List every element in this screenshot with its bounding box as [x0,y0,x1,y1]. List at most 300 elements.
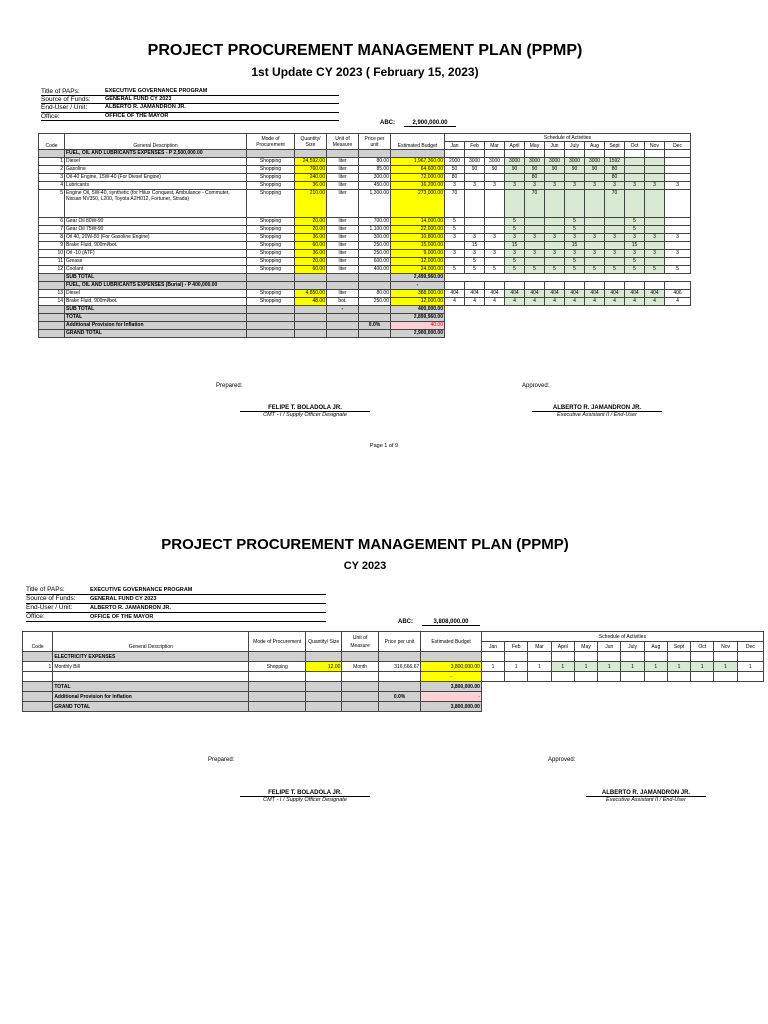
month-cell [585,218,605,226]
item-mode: Shopping [247,218,295,226]
month-cell: 90 [545,166,565,174]
info-value: GENERAL FUND CY 2023 [90,596,157,602]
item-mode: Shopping [247,250,295,258]
item-mode: Shopping [249,662,306,672]
month-cell: 3 [585,234,605,242]
item-unit: liter [327,218,359,226]
item-mode: Shopping [247,174,295,182]
total-row [39,322,691,330]
empty-cell [645,150,665,158]
month-cell: 3 [545,250,565,258]
item-code: 7 [39,226,65,234]
abc-label: ABC: [398,619,413,625]
month-cell: 3000 [485,158,505,166]
empty-cell [249,682,306,692]
month-cell: 3 [665,250,691,258]
month-cell [645,190,665,218]
empty-cell [342,672,378,682]
total-label: TOTAL [53,682,249,692]
month-cell [485,258,505,266]
month-header: July [621,642,644,652]
month-cell [645,174,665,182]
empty-cell [565,150,585,158]
ppmp-table [38,133,691,338]
total-row [23,692,764,702]
month-cell: 1592 [605,158,625,166]
month-cell: 4 [445,298,465,306]
empty-cell [247,282,295,290]
month-header: May [574,642,597,652]
month-header: Oct [625,142,645,150]
table-row [39,234,691,242]
item-mode: Shopping [247,258,295,266]
month-cell: 3 [525,234,545,242]
month-cell: 404 [605,290,625,298]
item-price: 600.00 [359,258,391,266]
item-code: 1 [23,662,53,672]
info-value: ALBERTO R. JAMANDRON JR. [90,605,171,611]
empty-cell [295,306,327,314]
month-cell [665,158,691,166]
info-value: EXECUTIVE GOVERNANCE PROGRAM [90,587,193,593]
month-header: Jun [545,142,565,150]
table-row [39,182,691,190]
info-row-funds [41,96,339,104]
item-description: Brake Fluid, 900ml/bot. [65,242,247,250]
month-cell: 5 [585,266,605,274]
item-description: Diesel [65,290,247,298]
total-row [39,274,691,282]
item-code: 13 [39,290,65,298]
empty-cell [306,692,342,702]
month-cell [665,190,691,218]
item-mode: Shopping [247,234,295,242]
item-unit: Month [342,662,378,672]
empty-cell [39,322,65,330]
col-schedule: Schedule of Activities [481,632,763,642]
item-quantity: 60.00 [295,242,327,250]
month-cell: 3 [625,234,645,242]
month-header: Sept [667,642,690,652]
month-cell: 3000 [525,158,545,166]
item-quantity: 12.00 [306,662,342,672]
month-cell: 404 [585,290,605,298]
prepared-label: Prepared: [208,757,235,763]
month-cell: 3 [505,234,525,242]
empty-cell [621,672,644,682]
month-cell: 90 [525,166,545,174]
empty-cell [53,672,249,682]
col-description: General Description [65,134,247,150]
item-description: Monthly Bill [53,662,249,672]
item-description: Coolant [65,266,247,274]
month-header: April [551,642,574,652]
month-cell: 3 [445,250,465,258]
month-cell [625,158,645,166]
month-cell: 3 [645,250,665,258]
ppmp-page-1 [0,0,768,470]
ppmp-table [22,631,764,712]
month-header: Aug [644,642,667,652]
month-cell: 15 [565,242,585,250]
item-quantity: 36.00 [295,250,327,258]
item-mode: Shopping [247,266,295,274]
item-quantity: 24,592.00 [295,158,327,166]
item-budget: 388,000.00 [391,290,445,298]
month-cell: 4 [645,298,665,306]
col-quantity: Quantity/ Size [306,632,342,652]
info-label: Source of Funds: [41,96,91,104]
empty-cell [306,652,342,662]
month-cell [485,242,505,250]
col-description: General Description [53,632,249,652]
row-mark: - [421,672,482,682]
month-cell: 4 [485,298,505,306]
month-cell: 3 [445,234,465,242]
table-row [39,250,691,258]
month-cell: 5 [505,218,525,226]
month-cell [665,226,691,234]
empty-cell [691,652,714,662]
month-cell: 5 [645,266,665,274]
info-label: Title of PAPs: [26,586,65,593]
item-quantity: 760.00 [295,166,327,174]
month-cell: 3 [565,234,585,242]
item-budget: 273,000.00 [391,190,445,218]
month-cell: 4 [605,298,625,306]
col-schedule: Schedule of Activities [445,134,691,142]
month-cell: 15 [625,242,645,250]
month-cell: 3 [665,234,691,242]
empty-cell [327,330,359,338]
empty-cell [327,314,359,322]
month-cell: 5 [625,266,645,274]
month-cell: 3 [505,182,525,190]
info-row-enduser [26,604,326,613]
item-code: 10 [39,250,65,258]
month-cell [565,190,585,218]
item-unit: liter [327,242,359,250]
table-row [39,166,691,174]
month-cell [585,190,605,218]
month-cell: 1 [481,662,504,672]
table-row [23,662,764,672]
item-price: 80.00 [359,290,391,298]
total-label: Additional Provision for Inflation [53,692,249,702]
total-label: GRAND TOTAL [53,702,249,712]
empty-cell [359,150,391,158]
month-cell: 3000 [545,158,565,166]
item-budget: 12,000.00 [391,258,445,266]
empty-cell [295,314,327,322]
empty-cell [359,314,391,322]
ppmp-page-2 [0,470,768,1024]
month-cell: 4 [665,298,691,306]
empty-cell [625,282,645,290]
month-cell [465,174,485,182]
month-cell [505,190,525,218]
program-info [26,586,326,622]
month-cell: 1 [714,662,737,672]
empty-cell [23,682,53,692]
item-description: Lubricants [65,182,247,190]
empty-cell [445,150,465,158]
prepared-name: FELIPE T. BOLADOLA JR. [240,405,370,412]
month-cell: 3 [585,182,605,190]
item-price: 700.00 [359,218,391,226]
item-description: Engine Oil, 5W-40, synthetic (for Hilux Conquest, Ambulance - Commuter, Nissan NV350, L200, Toyota A2H012, Fortuner, Strada) [65,190,247,218]
item-code: 12 [39,266,65,274]
table-row [39,290,691,298]
abc-label: ABC: [380,120,395,126]
inflation-percent: 0.0% [378,692,420,702]
month-cell [485,218,505,226]
empty-cell [378,672,420,682]
month-cell: 5 [565,258,585,266]
col-mode: Mode of Procurement [247,134,295,150]
empty-cell [359,274,391,282]
month-cell: 80 [605,166,625,174]
month-cell: 3 [665,182,691,190]
empty-cell [342,702,378,712]
month-cell: 70 [445,190,465,218]
month-cell: 5 [505,266,525,274]
item-budget: 24,000.00 [391,266,445,274]
section-row [39,282,691,290]
month-cell: 5 [465,258,485,266]
empty-cell [465,150,485,158]
month-cell: 3 [545,234,565,242]
empty-cell [249,692,306,702]
table-row [39,258,691,266]
info-label: Office: [26,613,45,620]
month-cell [665,174,691,182]
month-cell [665,166,691,174]
month-cell: 3000 [585,158,605,166]
empty-cell [359,330,391,338]
item-quantity: 20.00 [295,218,327,226]
month-cell: 3 [485,234,505,242]
prepared-position: CMT - I / Supply Officer Designate [263,797,347,803]
abc-value: 3,808,000.00 [422,619,480,626]
month-cell: 4 [585,298,605,306]
col-code: Code [23,632,53,652]
month-cell [585,226,605,234]
month-cell: 1 [598,662,621,672]
empty-cell [247,330,295,338]
empty-cell [247,150,295,158]
item-description: Gear Oil 80W-90 [65,218,247,226]
empty-cell [421,652,482,662]
empty-cell [359,282,391,290]
month-cell [525,242,545,250]
item-unit: liter [327,258,359,266]
month-cell [485,190,505,218]
item-budget: 12,000.00 [391,298,445,306]
month-cell [625,174,645,182]
empty-cell [621,652,644,662]
info-label: End-User / Unit: [41,104,88,112]
month-cell [605,242,625,250]
approved-signatory [586,790,706,803]
total-row [23,702,764,712]
item-price: 450.00 [359,182,391,190]
empty-cell [644,652,667,662]
item-description: Oil -10 (ATF) [65,250,247,258]
empty-cell [625,150,645,158]
month-cell: 80 [445,174,465,182]
empty-cell [342,682,378,692]
item-price: 300.00 [359,174,391,182]
empty-cell [39,314,65,322]
item-description: Diesel [65,158,247,166]
month-header: Nov [714,642,737,652]
total-label: GRAND TOTAL [65,330,247,338]
item-unit: liter [327,182,359,190]
month-cell: 3 [645,234,665,242]
month-cell [565,174,585,182]
item-quantity: 48.00 [295,298,327,306]
month-cell: 90 [585,166,605,174]
col-mode: Mode of Procurement [249,632,306,652]
item-price: 250.00 [359,298,391,306]
month-cell [545,218,565,226]
month-cell: 5 [625,226,645,234]
month-cell [525,226,545,234]
month-header: Dec [665,142,691,150]
item-budget: 64,600.00 [391,166,445,174]
month-cell: 5 [505,226,525,234]
prepared-position: CMT - I / Supply Officer Designate [263,412,347,418]
subtotal-mark: - [327,306,359,314]
item-budget: 3,800,000.00 [421,662,482,672]
item-quantity: 20.00 [295,258,327,266]
total-row [39,314,691,322]
empty-cell [665,282,691,290]
empty-cell [359,306,391,314]
month-cell: 3 [485,250,505,258]
item-price: 400.00 [359,266,391,274]
item-price: 250.00 [359,242,391,250]
item-budget: 15,000.00 [391,242,445,250]
month-cell: 4 [545,298,565,306]
empty-cell [481,652,504,662]
program-info [41,88,339,121]
month-cell: 5 [525,266,545,274]
blank-row [23,672,764,682]
empty-cell [585,282,605,290]
empty-cell [691,672,714,682]
month-cell: 4 [625,298,645,306]
item-unit: bot. [327,298,359,306]
total-value: - [421,692,482,702]
item-budget: 9,000.00 [391,250,445,258]
month-cell: 3 [445,182,465,190]
month-header: Jun [598,642,621,652]
item-description: Brake Fluid, 900ml/bot. [65,298,247,306]
empty-cell [645,282,665,290]
table-row [39,298,691,306]
total-label: TOTAL [65,314,247,322]
month-cell [545,258,565,266]
item-budget: 14,000.00 [391,218,445,226]
month-cell: 1 [528,662,551,672]
info-row-funds [26,595,326,604]
item-price: 1,300.00 [359,190,391,218]
empty-cell [598,652,621,662]
month-cell: 406 [665,290,691,298]
month-cell: 15 [505,242,525,250]
empty-cell [665,150,691,158]
empty-cell [327,322,359,330]
empty-cell [295,330,327,338]
month-cell: 404 [625,290,645,298]
month-header: July [565,142,585,150]
item-mode: Shopping [247,242,295,250]
section-title: ELECTRICITY EXPENSES [53,652,249,662]
month-cell: 70 [525,190,545,218]
empty-cell [485,150,505,158]
empty-cell [737,672,763,682]
month-cell: 3 [525,182,545,190]
month-cell [465,218,485,226]
month-cell: 5 [545,266,565,274]
col-unit: Unit of Measure [342,632,378,652]
info-row-office [26,613,326,622]
total-value: 400,000.00 [391,306,445,314]
empty-cell [574,672,597,682]
item-description: Oil 40, 20W-50 (For Gasoline Engine) [65,234,247,242]
info-label: End-User / Unit: [26,604,73,611]
prepared-signatory [240,790,370,803]
item-code: 9 [39,242,65,250]
table-row [39,266,691,274]
month-cell: 5 [565,266,585,274]
total-value: 2,900,000.00 [391,330,445,338]
month-cell: 1 [644,662,667,672]
empty-cell [39,306,65,314]
month-cell [445,242,465,250]
month-cell: 2000 [445,158,465,166]
item-code: 8 [39,234,65,242]
item-price: 80.00 [359,158,391,166]
empty-cell [247,306,295,314]
month-cell: 4 [505,298,525,306]
month-cell: 80 [525,174,545,182]
empty-cell [306,682,342,692]
item-description: Grease [65,258,247,266]
item-unit: liter [327,166,359,174]
empty-cell [295,322,327,330]
month-cell: 5 [565,226,585,234]
item-code: 2 [39,166,65,174]
empty-cell [565,282,585,290]
month-cell: 3 [465,182,485,190]
month-cell [585,258,605,266]
empty-cell [737,652,763,662]
page-title: PROJECT PROCUREMENT MANAGEMENT PLAN (PPMP) [161,536,569,553]
empty-cell [327,282,359,290]
approved-name: ALBERTO R. JAMANDRON JR. [586,790,706,797]
prepared-name: FELIPE T. BOLADOLA JR. [240,790,370,797]
empty-cell [306,702,342,712]
item-quantity: 60.00 [295,266,327,274]
info-value: EXECUTIVE GOVERNANCE PROGRAM [105,88,208,94]
item-unit: liter [327,158,359,166]
item-price: 300.00 [359,234,391,242]
page-title: PROJECT PROCUREMENT MANAGEMENT PLAN (PPMP) [147,42,583,59]
approved-position: Executive Assistant II / End-User [606,797,686,803]
